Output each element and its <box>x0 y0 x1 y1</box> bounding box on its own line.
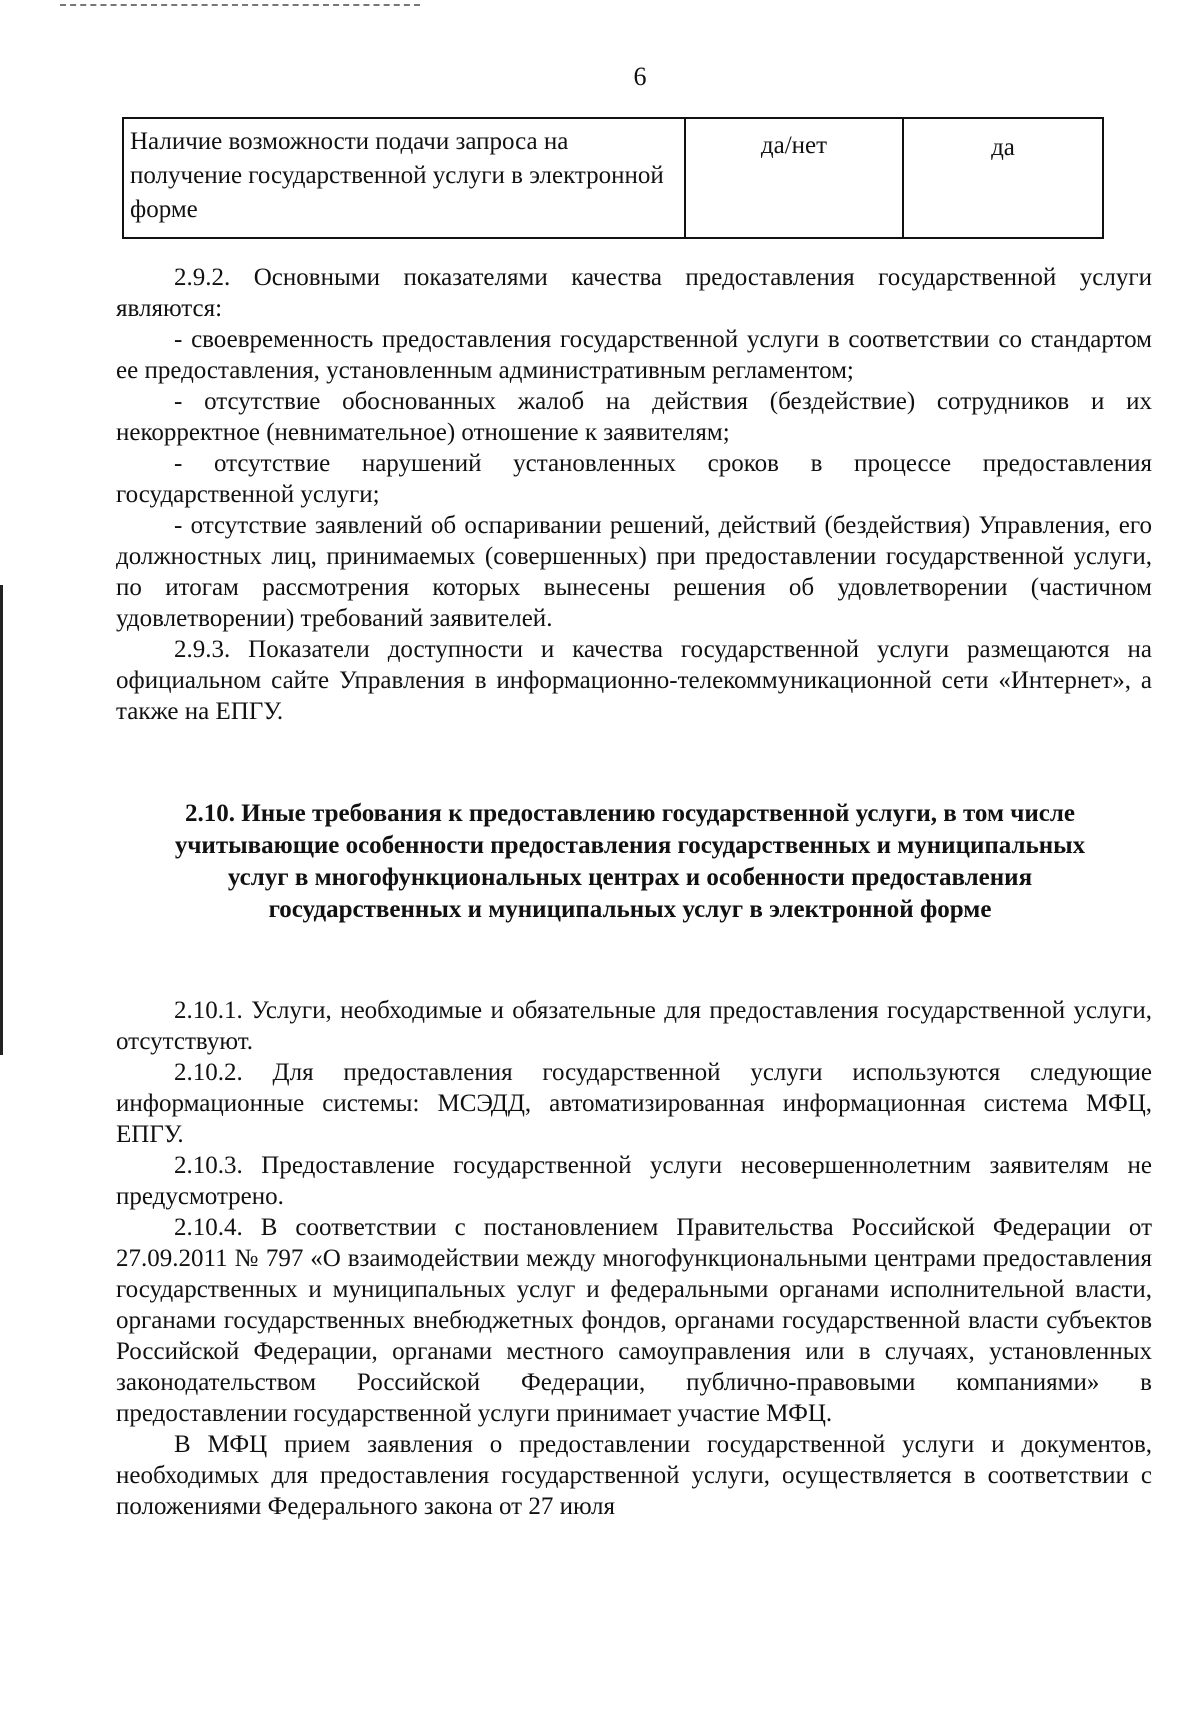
table-row <box>123 118 1103 238</box>
paragraph: В МФЦ прием заявления о предоставлении государственной услуги и документов, необходимых для предоставления государственной услуги, осуществляется в соответствии с положениями Федерального закона от 27 июля <box>116 1431 1152 1520</box>
paragraph: 2.10.3. Предоставление государственной услуги несовершеннолетним заявителям не предусмотрено. <box>116 1152 1152 1210</box>
section-heading <box>150 798 1110 926</box>
unit-cell: да/нет <box>685 118 903 238</box>
scan-edge-mark <box>0 585 3 1055</box>
heading-text: 2.10. Иные требования к предоставлению государственной услуги, в том числе учитывающие особенности предоставления государственных и муниципальных услуг в многофункциональных центрах и особенности предоставления государственных и муниципальных услуг в электронной форме <box>174 800 1086 923</box>
paragraph: - отсутствие обоснованных жалоб на действия (бездействие) сотрудников и их некорректное (невнимательное) отношение к заявителям; <box>116 388 1152 446</box>
indicator-name-cell: Наличие возможности подачи запроса на получение государственной услуги в электронной форме <box>123 118 685 238</box>
value-cell: да <box>903 118 1103 238</box>
paragraph: 2.10.4. В соответствии с постановлением Правительства Российской Федерации от 27.09.2011 № 797 «О взаимодействии между многофункциональными центрами предоставления государственных и муниципальных услуг и федеральными органами исполнительной власти, органами государственных внебюджетных фондов, органами государственной власти субъектов Российской Федерации, органами местного самоуправления или в случаях, установленных законодательством Российской Федерации, публично-правовыми компаниями» в предоставлении государственной услуги принимает участие МФЦ. <box>116 1214 1152 1427</box>
scan-edge-mark <box>60 4 420 8</box>
paragraph: - отсутствие нарушений установленных сроков в процессе предоставления государственной услуги; <box>116 450 1152 508</box>
page-number: 6 <box>633 62 647 91</box>
paragraph: 2.9.2. Основными показателями качества предоставления государственной услуги являются: <box>116 264 1152 322</box>
section-2-9-body <box>116 262 1152 727</box>
paragraph: - своевременность предоставления государственной услуги в соответствии со стандартом ее предоставления, установленным административным регламентом; <box>116 326 1152 384</box>
indicator-table <box>122 117 1104 239</box>
paragraph: 2.9.3. Показатели доступности и качества государственной услуги размещаются на официальном сайте Управления в информационно-телекоммуникационной сети «Интернет», а также на ЕПГУ. <box>116 636 1152 725</box>
paragraph: 2.10.2. Для предоставления государственной услуги используются следующие информационные системы: МСЭДД, автоматизированная информационная система МФЦ, ЕПГУ. <box>116 1059 1152 1148</box>
section-2-10-body <box>116 995 1152 1522</box>
paragraph: 2.10.1. Услуги, необходимые и обязательные для предоставления государственной услуги, отсутствуют. <box>116 997 1152 1055</box>
paragraph: - отсутствие заявлений об оспаривании решений, действий (бездействия) Управления, его должностных лиц, принимаемых (совершенных) при предоставлении государственной услуги, по итогам рассмотрения которых вынесены решения об удовлетворении (частичном удовлетворении) требований заявителей. <box>116 512 1152 632</box>
